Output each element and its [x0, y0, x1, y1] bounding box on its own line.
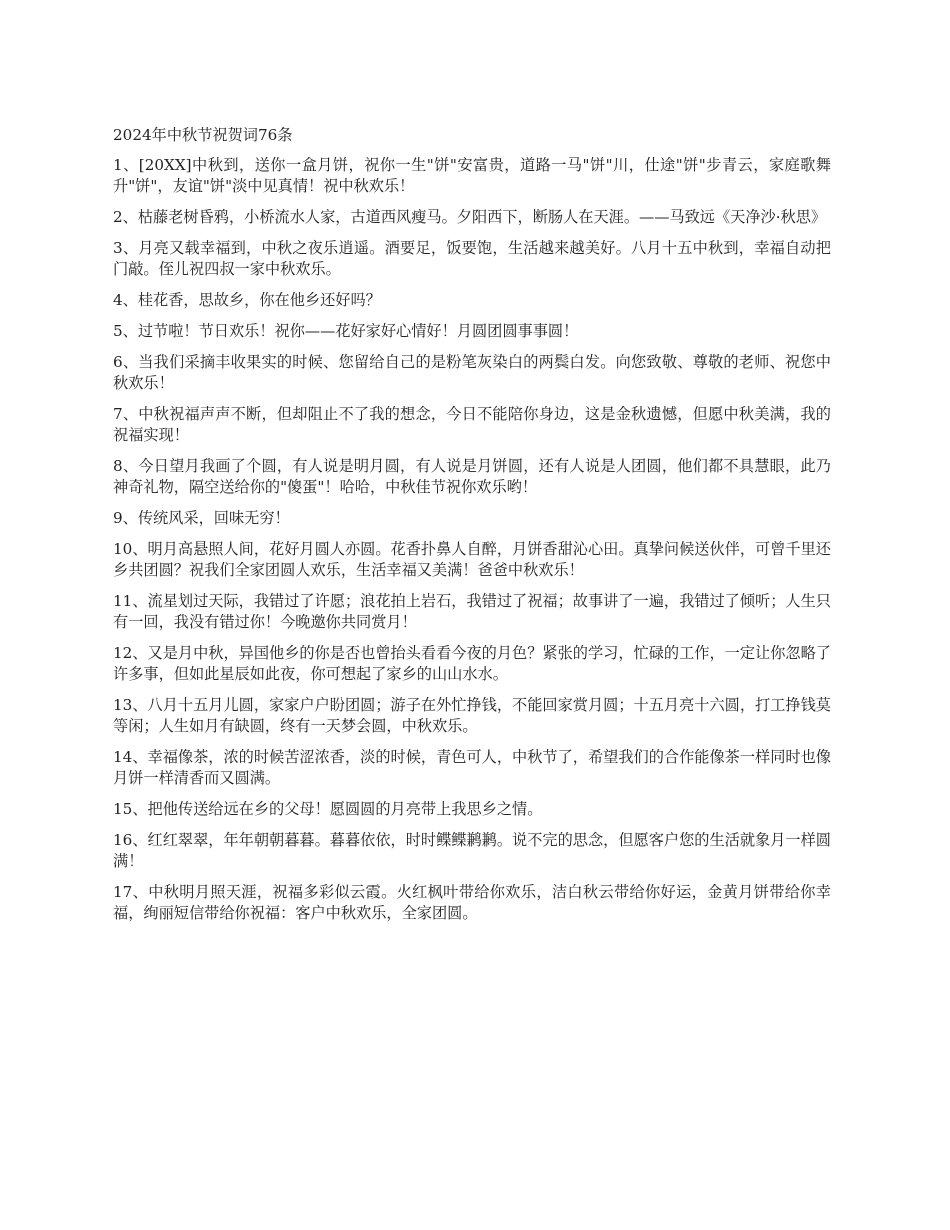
greeting-item: 8、今日望月我画了个圆，有人说是明月圆，有人说是月饼圆，还有人说是人团圆，他们都不具慧眼，此乃神奇礼物，隔空送给你的"傻蛋"！哈哈，中秋佳节祝你欢乐哟！	[113, 457, 831, 496]
greeting-item: 9、传统风采，回味无穷！	[113, 509, 290, 527]
greeting-item: 11、流星划过天际，我错过了许愿；浪花拍上岩石，我错过了祝福；故事讲了一遍，我错过了倾听；人生只有一回，我没有错过你！今晚邀你共同赏月！	[113, 592, 831, 631]
greeting-item: 2、枯藤老树昏鸦，小桥流水人家，古道西风瘦马。夕阳西下，断肠人在天涯。——马致远《天净沙·秋思》	[113, 208, 827, 226]
greeting-item: 1、[20XX]中秋到，送你一盒月饼，祝你一生"饼"安富贵，道路一马"饼"川，仕途"饼"步青云，家庭歌舞升"饼"，友谊"饼"淡中见真情！祝中秋欢乐！	[113, 156, 831, 195]
greeting-item: 7、中秋祝福声声不断，但却阻止不了我的想念，今日不能陪你身边，这是金秋遗憾，但愿中秋美满，我的祝福实现！	[113, 405, 831, 444]
greeting-item: 14、幸福像茶，浓的时候苦涩浓香，淡的时候，青色可人，中秋节了，希望我们的合作能像茶一样同时也像月饼一样清香而又圆满。	[113, 748, 831, 787]
greeting-item: 12、又是月中秋，异国他乡的你是否也曾抬头看看今夜的月色？紧张的学习，忙碌的工作，一定让你忽略了许多事，但如此星辰如此夜，你可想起了家乡的山山水水。	[113, 644, 831, 683]
greeting-item: 16、红红翠翠，年年朝朝暮暮。暮暮依依，时时鲽鲽鹣鹣。说不完的思念，但愿客户您的生活就象月一样圆满！	[113, 831, 831, 870]
greeting-item: 17、中秋明月照天涯，祝福多彩似云霞。火红枫叶带给你欢乐，洁白秋云带给你好运，金黄月饼带给你幸福，绚丽短信带给你祝福：客户中秋欢乐，全家团圆。	[113, 883, 831, 922]
greeting-item: 10、明月高悬照人间，花好月圆人亦圆。花香扑鼻人自醉，月饼香甜沁心田。真挚问候送伙伴，可曾千里还乡共团圆？祝我们全家团圆人欢乐，生活幸福又美满！爸爸中秋欢乐！	[113, 540, 831, 579]
document-page	[113, 125, 831, 934]
greeting-item: 4、桂花香，思故乡，你在他乡还好吗？	[113, 291, 381, 309]
greeting-item: 13、八月十五月儿圆，家家户户盼团圆；游子在外忙挣钱，不能回家赏月圆；十五月亮十六圆，打工挣钱莫等闲；人生如月有缺圆，终有一天梦会圆，中秋欢乐。	[113, 696, 831, 735]
greeting-item: 5、过节啦！节日欢乐！祝你——花好家好心情好！月圆团圆事事圆！	[113, 322, 579, 340]
greeting-item: 15、把他传送给远在乡的父母！愿圆圆的月亮带上我思乡之情。	[113, 800, 543, 818]
greeting-item: 6、当我们采摘丰收果实的时候、您留给自己的是粉笔灰染白的两鬓白发。向您致敬、尊敬的老师、祝您中秋欢乐！	[113, 353, 831, 392]
document-title: 2024年中秋节祝贺词76条	[113, 126, 293, 144]
greeting-item: 3、月亮又载幸福到，中秋之夜乐逍遥。酒要足，饭要饱，生活越来越美好。八月十五中秋到，幸福自动把门敲。侄儿祝四叔一家中秋欢乐。	[113, 239, 831, 278]
